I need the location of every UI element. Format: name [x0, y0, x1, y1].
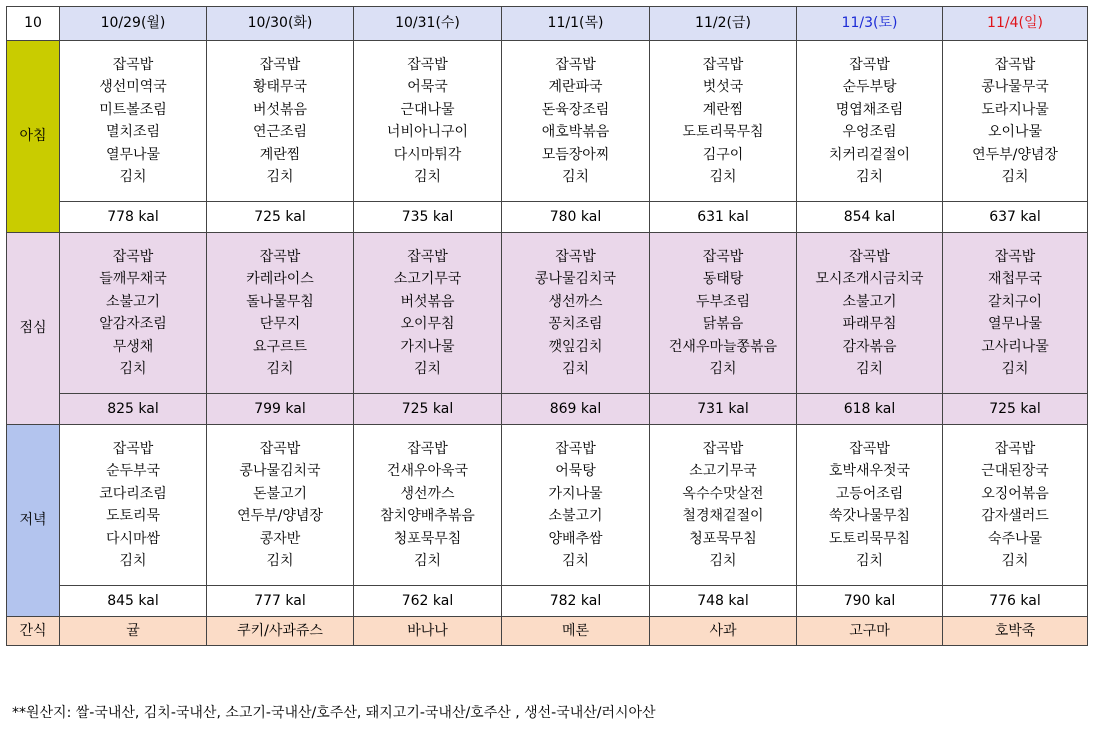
menu-item: 잡곡밥: [702, 56, 744, 73]
menu-item: 잡곡밥: [259, 248, 301, 265]
menu-item: 감자샐러드: [981, 508, 1049, 524]
menu-item: 감자볶음: [842, 338, 897, 355]
menu-item: 건새우아욱국: [386, 463, 469, 479]
menu-item: 버섯볶음: [400, 293, 455, 310]
menu-item: 김치: [561, 169, 590, 185]
menu-item: 어묵탕: [555, 463, 596, 479]
menu-item: 잡곡밥: [555, 56, 596, 73]
menu-item: 잡곡밥: [407, 440, 448, 457]
menu-item: 잡곡밥: [112, 56, 154, 73]
menu-item: 순두부탕: [842, 79, 897, 95]
kcal-value: 637 kal: [943, 202, 1088, 233]
menu-item: 가지나물: [400, 338, 455, 355]
menu-item: 잡곡밥: [702, 248, 744, 265]
menu-item: 모듬장아찌: [541, 146, 610, 163]
menu-cell: [943, 425, 1088, 586]
menu-cell: [354, 233, 502, 394]
menu-item: 잡곡밥: [112, 440, 154, 457]
menu-item: 김치: [413, 169, 442, 185]
menu-item: 생선까스: [548, 293, 603, 310]
menu-item: 돈육장조림: [541, 101, 610, 118]
menu-item: 코다리조림: [99, 485, 167, 502]
menu-cell: [502, 233, 650, 394]
meal-label-dinner: 저녁: [7, 425, 60, 617]
kcal-value: 845 kal: [60, 586, 207, 617]
kcal-value: 782 kal: [502, 586, 650, 617]
menu-item: 가지나물: [548, 485, 603, 502]
lunch-row: [7, 233, 1088, 394]
menu-item: 연근조림: [252, 124, 308, 140]
menu-item: 김치: [709, 169, 737, 185]
snack-item: 호박죽: [943, 617, 1088, 646]
menu-cell: [502, 425, 650, 586]
dinner-kcal-row: [7, 586, 1088, 617]
kcal-value: 731 kal: [650, 394, 797, 425]
menu-item: 계란찜: [259, 146, 301, 163]
kcal-value: 762 kal: [354, 586, 502, 617]
menu-item: 소불고기: [842, 293, 897, 310]
menu-item: 알감자조림: [99, 316, 167, 332]
day-header: 11/2(금): [650, 7, 797, 41]
kcal-value: 799 kal: [207, 394, 354, 425]
menu-item: 소불고기: [548, 508, 603, 524]
menu-item: 깻잎김치: [548, 338, 603, 355]
kcal-value: 780 kal: [502, 202, 650, 233]
menu-item: 김치: [855, 169, 884, 185]
menu-item: 건새우마늘쫑볶음: [668, 338, 778, 355]
menu-item: 양배추쌈: [548, 530, 603, 547]
menu-item: 멸치조림: [105, 124, 161, 140]
menu-item: 돌나물무침: [246, 293, 314, 310]
menu-cell: [650, 425, 797, 586]
menu-item: 소불고기: [105, 293, 161, 310]
menu-item: 생선미역국: [99, 79, 167, 95]
menu-item: 잡곡밥: [994, 440, 1036, 457]
kcal-value: 725 kal: [207, 202, 354, 233]
menu-item: 김치: [266, 169, 294, 185]
menu-cell: [502, 41, 650, 202]
menu-item: 잡곡밥: [555, 440, 596, 457]
menu-item: 무생채: [112, 338, 154, 355]
menu-item: 다시마튀각: [393, 146, 462, 163]
menu-item: 소고기무국: [393, 271, 462, 287]
menu-item: 김치: [266, 553, 294, 569]
menu-item: 모시조개시금치국: [815, 271, 924, 287]
menu-cell: [60, 233, 207, 394]
menu-item: 요구르트: [252, 338, 308, 355]
menu-item: 잡곡밥: [994, 248, 1036, 265]
kcal-value: 748 kal: [650, 586, 797, 617]
menu-item: 너비아니구이: [386, 124, 469, 140]
menu-item: 옥수수맛살전: [682, 485, 764, 502]
menu-item: 카레라이스: [246, 271, 314, 287]
menu-item: 닭볶음: [702, 316, 744, 332]
snack-item: 사과: [650, 617, 797, 646]
menu-item: 호박새우젓국: [828, 463, 911, 479]
meal-label-snack: 간식: [7, 617, 60, 646]
breakfast-row: [7, 41, 1088, 202]
menu-item: 김치: [709, 553, 737, 569]
menu-item: 순두부국: [105, 463, 161, 479]
menu-item: 철경채겉절이: [682, 508, 764, 524]
kcal-value: 735 kal: [354, 202, 502, 233]
menu-item: 김치: [1001, 361, 1029, 377]
menu-cell: [60, 41, 207, 202]
kcal-value: 618 kal: [797, 394, 943, 425]
menu-item: 도토리묵: [105, 508, 161, 524]
menu-item: 잡곡밥: [849, 248, 890, 265]
kcal-value: 790 kal: [797, 586, 943, 617]
snack-item: 메론: [502, 617, 650, 646]
menu-cell: [60, 425, 207, 586]
menu-item: 열무나물: [987, 316, 1043, 332]
menu-item: 잡곡밥: [407, 56, 448, 73]
menu-item: 잡곡밥: [994, 56, 1036, 73]
menu-item: 도토리묵무침: [682, 124, 764, 140]
menu-item: 근대된장국: [981, 463, 1049, 479]
menu-cell: [207, 425, 354, 586]
kcal-value: 869 kal: [502, 394, 650, 425]
menu-item: 잡곡밥: [407, 248, 448, 265]
menu-item: 오이무침: [400, 316, 455, 332]
menu-item: 근대나물: [400, 101, 455, 118]
menu-item: 열무나물: [105, 146, 161, 163]
menu-item: 계란찜: [702, 101, 744, 118]
menu-item: 잡곡밥: [555, 248, 596, 265]
menu-item: 연두부/양념장: [972, 146, 1058, 163]
menu-item: 잡곡밥: [849, 56, 890, 73]
menu-item: 김치: [266, 361, 294, 377]
menu-item: 버섯볶음: [252, 101, 308, 118]
menu-item: 들깨무채국: [99, 271, 167, 287]
menu-cell: [797, 233, 943, 394]
day-header: 10/30(화): [207, 7, 354, 41]
menu-item: 잡곡밥: [112, 248, 154, 265]
kcal-value: 631 kal: [650, 202, 797, 233]
snack-row: [7, 617, 1088, 646]
kcal-value: 776 kal: [943, 586, 1088, 617]
kcal-value: 825 kal: [60, 394, 207, 425]
lunch-kcal-row: [7, 394, 1088, 425]
menu-item: 김치: [1001, 553, 1029, 569]
menu-item: 도라지나물: [981, 101, 1049, 118]
breakfast-kcal-row: [7, 202, 1088, 233]
menu-item: 도토리묵무침: [828, 530, 911, 547]
menu-item: 소고기무국: [689, 463, 757, 479]
menu-cell: [797, 425, 943, 586]
menu-item: 단무지: [259, 316, 301, 332]
menu-item: 김치: [119, 361, 147, 377]
menu-item: 잡곡밥: [702, 440, 744, 457]
menu-item: 김치: [1001, 169, 1029, 185]
menu-item: 오징어볶음: [981, 485, 1049, 502]
menu-item: 황태무국: [252, 79, 308, 95]
menu-cell: [650, 233, 797, 394]
menu-item: 벗섯국: [702, 79, 744, 95]
menu-item: 김구이: [702, 146, 744, 163]
menu-item: 꽁치조림: [548, 316, 603, 332]
menu-item: 청포묵무침: [689, 530, 757, 547]
menu-item: 어묵국: [407, 79, 448, 95]
day-header: 10/31(수): [354, 7, 502, 41]
menu-item: 파래무침: [842, 316, 897, 332]
menu-item: 돈불고기: [252, 485, 308, 502]
menu-item: 콩자반: [259, 530, 301, 547]
menu-cell: [797, 41, 943, 202]
menu-item: 김치: [855, 361, 884, 377]
menu-item: 참치양배추볶음: [380, 508, 475, 524]
menu-item: 쑥갓나물무침: [828, 508, 911, 524]
snack-item: 고구마: [797, 617, 943, 646]
menu-item: 고사리나물: [981, 338, 1049, 355]
menu-item: 생선까스: [400, 485, 455, 502]
kcal-value: 725 kal: [943, 394, 1088, 425]
menu-cell: [650, 41, 797, 202]
menu-item: 잡곡밥: [259, 440, 301, 457]
menu-item: 김치: [119, 553, 147, 569]
menu-item: 계란파국: [548, 79, 603, 95]
dinner-row: [7, 425, 1088, 586]
menu-item: 미트볼조림: [99, 101, 167, 118]
menu-cell: [207, 41, 354, 202]
menu-item: 김치: [413, 361, 442, 377]
menu-item: 김치: [855, 553, 884, 569]
kcal-value: 778 kal: [60, 202, 207, 233]
day-header-sunday: 11/4(일): [943, 7, 1088, 41]
menu-item: 김치: [561, 553, 590, 569]
menu-item: 김치: [413, 553, 442, 569]
menu-item: 동태탕: [702, 271, 744, 287]
kcal-value: 777 kal: [207, 586, 354, 617]
menu-item: 청포묵무침: [393, 530, 462, 547]
menu-item: 두부조림: [695, 293, 751, 310]
month-label: 10: [7, 7, 60, 41]
menu-item: 재첩무국: [987, 271, 1043, 287]
menu-cell: [207, 233, 354, 394]
menu-item: 다시마쌈: [105, 530, 161, 547]
meal-label-lunch: 점심: [7, 233, 60, 425]
menu-cell: [943, 41, 1088, 202]
kcal-value: 854 kal: [797, 202, 943, 233]
day-header-saturday: 11/3(토): [797, 7, 943, 41]
weekly-meal-table: [6, 6, 1088, 646]
menu-item: 잡곡밥: [849, 440, 890, 457]
meal-label-breakfast: 아침: [7, 41, 60, 233]
snack-item: 귤: [60, 617, 207, 646]
menu-item: 콩나물무국: [981, 79, 1049, 95]
menu-cell: [354, 41, 502, 202]
menu-item: 오이나물: [987, 124, 1043, 140]
kcal-value: 725 kal: [354, 394, 502, 425]
menu-item: 우엉조림: [842, 124, 897, 140]
menu-item: 고등어조림: [835, 485, 904, 502]
origin-note: **원산지: 쌀-국내산, 김치-국내산, 소고기-국내산/호주산, 돼지고기-국내산/호주산 , 생선-국내산/러시아산: [12, 705, 656, 721]
snack-item: 쿠키/사과쥬스: [207, 617, 354, 646]
menu-item: 콩나물김치국: [534, 271, 617, 287]
menu-item: 연두부/양념장: [237, 508, 323, 524]
menu-item: 숙주나물: [987, 530, 1043, 547]
menu-item: 콩나물김치국: [239, 463, 321, 479]
menu-item: 김치: [709, 361, 737, 377]
menu-cell: [354, 425, 502, 586]
date-header-row: [7, 7, 1088, 41]
menu-item: 애호박볶음: [541, 124, 610, 140]
menu-item: 김치: [561, 361, 590, 377]
menu-cell: [943, 233, 1088, 394]
day-header: 11/1(목): [502, 7, 650, 41]
menu-item: 잡곡밥: [259, 56, 301, 73]
menu-item: 갈치구이: [987, 293, 1043, 310]
day-header: 10/29(월): [60, 7, 207, 41]
snack-item: 바나나: [354, 617, 502, 646]
menu-item: 치커리겉절이: [828, 146, 911, 163]
menu-item: 김치: [119, 169, 147, 185]
menu-item: 명엽채조림: [835, 101, 904, 118]
